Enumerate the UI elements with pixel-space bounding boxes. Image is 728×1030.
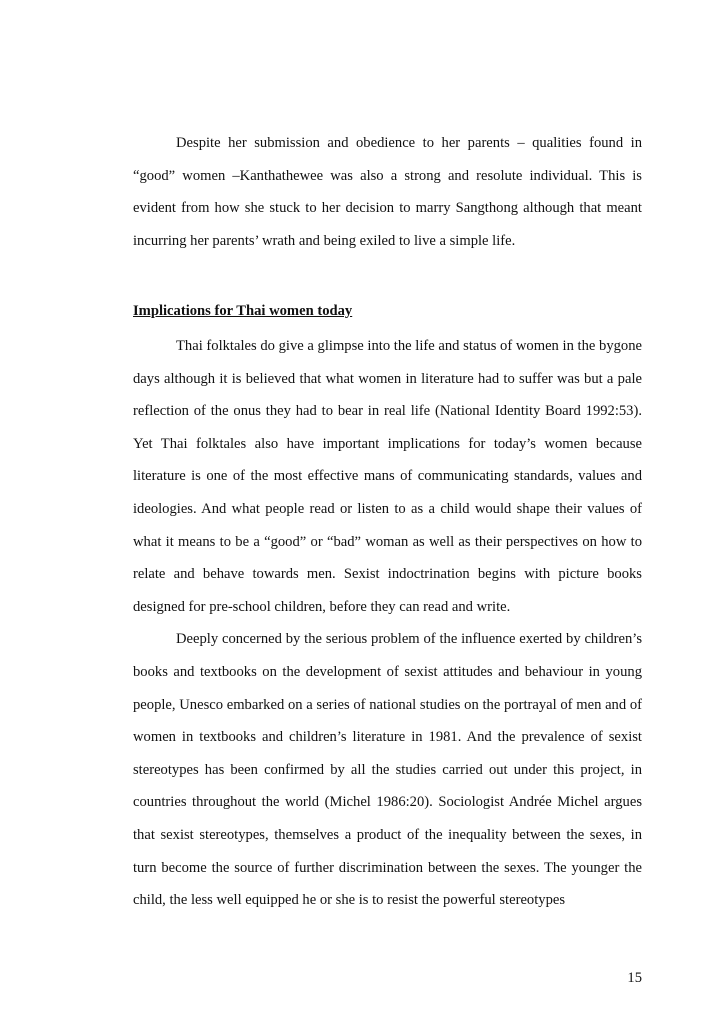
section-heading: Implications for Thai women today xyxy=(133,303,353,319)
page-number: 15 xyxy=(627,970,642,986)
opening-text-block xyxy=(133,127,642,257)
section-text-block xyxy=(133,330,642,917)
paragraph: Deeply concerned by the serious problem of the influence exerted by children’s books and textbooks on the development of sexist attitudes and behaviour in young people, Unesco embarked on a series of national studies on the portrayal of men and of women in textbooks and children’s literature in 1981. And the prevalence of sexist stereotypes has been confirmed by all the studies carried out under this project, in countries throughout the world (Michel 1986:20). Sociologist Andrée Michel argues that sexist stereotypes, themselves a product of the inequality between the sexes, in turn become the source of further discrimination between the sexes. The younger the child, the less well equipped he or she is to resist the powerful stereotypes xyxy=(133,631,642,909)
paragraph: Despite her submission and obedience to her parents – qualities found in “good” women –Kanthathewee was also a strong and resolute individual. This is evident from how she stuck to her decision to marry Sangthong although that meant incurring her parents’ wrath and being exiled to live a simple life. xyxy=(133,135,642,249)
paragraph: Thai folktales do give a glimpse into the life and status of women in the bygone days although it is believed that what women in literature had to suffer was but a pale reflection of the onus they had to bear in real life (National Identity Board 1992:53). Yet Thai folktales also have important implications for today’s women because literature is one of the most effective mans of communicating standards, values and ideologies. And what people read or listen to as a child would shape their values of what it means to be a “good” or “bad” woman as well as their perspectives on how to relate and behave towards men. Sexist indoctrination begins with picture books designed for pre-school children, before they can read and write. xyxy=(133,338,642,615)
